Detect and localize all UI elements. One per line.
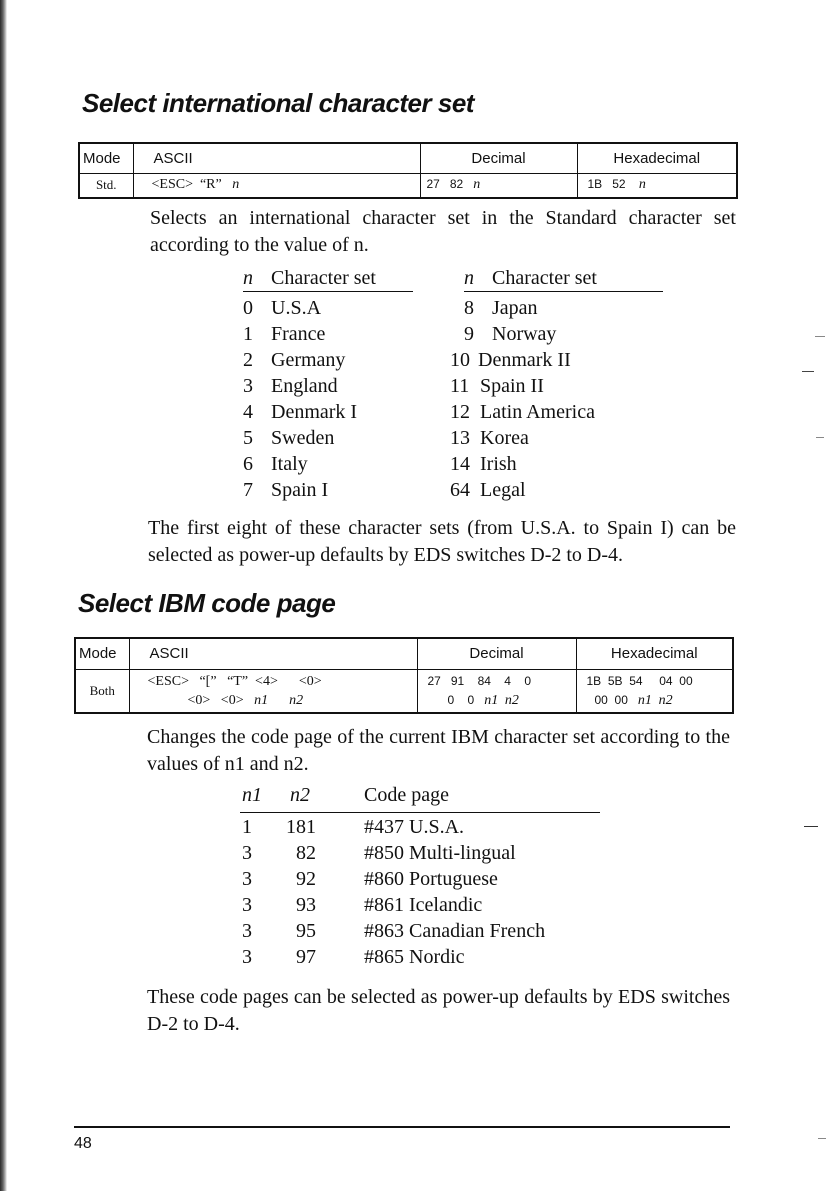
codepage-n2: 92: [296, 868, 316, 890]
charset-name: England: [271, 375, 338, 397]
codepage-n1: 3: [242, 868, 252, 890]
charset-name: Sweden: [271, 427, 335, 449]
hex-token: 1B: [586, 673, 602, 688]
charset-name: Spain I: [271, 479, 329, 501]
decimal-variable: n: [473, 177, 481, 193]
charset-n: 11: [450, 375, 470, 397]
ascii-token: <4>: [255, 673, 278, 689]
codepage-n1: 1: [242, 816, 252, 838]
description-text: Selects an international character set in the Standard character set according to the value of n.: [150, 207, 736, 256]
hex-token: 1B: [587, 177, 603, 192]
charset-name: Korea: [480, 427, 529, 449]
mode-cell: Both: [75, 669, 129, 713]
ascii-token: <0>: [220, 692, 244, 708]
hex-variable: n: [638, 177, 646, 193]
decimal-cell: [420, 173, 577, 198]
description-international-charset: [150, 205, 736, 259]
charset-name: Germany: [271, 349, 346, 371]
header-n-label: n: [464, 267, 474, 289]
charset-name: Japan: [492, 297, 538, 319]
scan-mark: [804, 826, 818, 827]
codepage-name: #861 Icelandic: [364, 894, 483, 916]
charset-name: Irish: [480, 453, 517, 475]
codepage-n2: 93: [296, 894, 316, 916]
charset-table: [243, 267, 663, 507]
scan-mark: [815, 336, 825, 337]
hex-token: 00: [594, 692, 608, 707]
charset-header-name: Character set: [492, 267, 597, 289]
ascii-cell: [129, 669, 417, 713]
command-row: [79, 173, 737, 198]
charset-n: 4: [243, 401, 253, 423]
ascii-token: <0>: [298, 673, 322, 689]
codepage-n1: 3: [242, 920, 252, 942]
hex-cell: [576, 669, 733, 713]
charset-header-right: [464, 267, 663, 292]
charset-name: France: [271, 323, 326, 345]
codepage-row: [240, 842, 600, 868]
header-code-page: Code page: [364, 784, 449, 806]
hex-token: 52: [612, 177, 626, 192]
codepage-row: [240, 946, 600, 972]
header-mode: Mode: [75, 638, 129, 669]
charset-n: 0: [243, 297, 253, 319]
ascii-token: “[”: [199, 673, 217, 689]
hex-line-2: [587, 691, 727, 710]
decimal-token: 91: [450, 673, 465, 688]
ascii-line-2: [148, 691, 411, 710]
codepage-n2: 97: [296, 946, 316, 968]
charset-name: Denmark II: [478, 349, 571, 371]
decimal-token: 27: [427, 673, 441, 688]
charset-name: Spain II: [480, 375, 544, 397]
codepage-row: [240, 894, 600, 920]
codepage-n1: 3: [242, 946, 252, 968]
hex-cell: [577, 173, 737, 198]
charset-header-left: [243, 267, 413, 292]
scan-mark: [816, 437, 824, 438]
header-decimal: Decimal: [417, 638, 576, 669]
header-ascii: ASCII: [129, 638, 417, 669]
decimal-token: 0: [467, 692, 475, 707]
footer-rule: [74, 1126, 730, 1128]
hex-variable: n2: [658, 692, 673, 708]
codepage-n1: 3: [242, 894, 252, 916]
ascii-variable: n1: [254, 692, 269, 708]
hex-token: 5B: [607, 673, 623, 688]
charset-n: 14: [450, 453, 470, 475]
note-international-charset: [148, 515, 736, 569]
note-text: The first eight of these character sets (from U.S.A. to Spain I) can be selected as power-up defaults by EDS switches D-2 to D-4.: [148, 517, 736, 566]
codepage-n2: 82: [296, 842, 316, 864]
decimal-variable: n2: [504, 692, 519, 708]
charset-n: 3: [243, 375, 253, 397]
header-hexadecimal: Hexadecimal: [576, 638, 733, 669]
charset-name: Denmark I: [271, 401, 358, 423]
command-table-header-row: [79, 143, 737, 173]
codepage-row: [240, 868, 600, 894]
ascii-line-1: [148, 672, 411, 691]
charset-n: 64: [450, 479, 470, 501]
header-n1: n1: [242, 784, 262, 806]
decimal-cell: [417, 669, 576, 713]
charset-n: 2: [243, 349, 253, 371]
command-table-ibm-code-page: [74, 637, 734, 714]
charset-header-name: Character set: [271, 267, 376, 289]
command-row: [75, 669, 733, 713]
codepage-row: [240, 816, 600, 842]
decimal-token: 0: [447, 692, 455, 707]
charset-header-n: [243, 267, 253, 290]
scan-edge: [0, 0, 7, 1191]
codepage-n2: 95: [296, 920, 316, 942]
note-text: These code pages can be selected as power-up defaults by EDS switches D-2 to D-4.: [147, 986, 730, 1035]
section-heading-international-charset: Select international character set: [82, 88, 474, 118]
codepage-table: [240, 784, 602, 974]
hex-token: 04: [659, 673, 673, 688]
decimal-variable: n1: [484, 692, 499, 708]
hex-token: 00: [614, 692, 628, 707]
charset-name: Legal: [480, 479, 526, 501]
codepage-header-row: [240, 784, 600, 813]
charset-n: 6: [243, 453, 253, 475]
description-ibm-code-page: [147, 724, 730, 778]
charset-n: 1: [243, 323, 253, 345]
hex-variable: n1: [637, 692, 652, 708]
page-number: 48: [74, 1135, 92, 1152]
charset-n: 12: [450, 401, 470, 423]
codepage-name: #850 Multi-lingual: [364, 842, 516, 864]
charset-name: Italy: [271, 453, 308, 475]
scan-mark: [818, 1138, 826, 1139]
header-hexadecimal: Hexadecimal: [577, 143, 737, 173]
decimal-token: 84: [477, 673, 491, 688]
ascii-cell: [133, 173, 420, 198]
hex-token: 54: [629, 673, 643, 688]
header-n2: n2: [290, 784, 310, 806]
ascii-token: “R”: [199, 177, 222, 193]
decimal-token: 27: [426, 177, 440, 192]
header-mode: Mode: [79, 143, 133, 173]
codepage-name: #863 Canadian French: [364, 920, 546, 942]
ascii-token: <0>: [187, 692, 211, 708]
mode-cell: Std.: [79, 173, 133, 198]
charset-n: 7: [243, 479, 253, 501]
decimal-token: 0: [524, 673, 531, 688]
charset-name: Norway: [492, 323, 557, 345]
charset-n: 8: [464, 297, 474, 319]
codepage-name: #860 Portuguese: [364, 868, 498, 890]
hex-token: 00: [679, 673, 693, 688]
header-decimal: Decimal: [420, 143, 577, 173]
ascii-variable: n: [232, 177, 240, 193]
charset-name: Latin America: [480, 401, 595, 423]
header-n-label: n: [243, 267, 253, 289]
codepage-name: #865 Nordic: [364, 946, 465, 968]
hex-line-1: [587, 672, 727, 691]
ascii-token: “T”: [227, 673, 249, 689]
charset-n: 9: [464, 323, 474, 345]
command-table-header-row: [75, 638, 733, 669]
decimal-line-1: [428, 672, 570, 691]
ascii-variable: n2: [289, 692, 304, 708]
scan-mark: [802, 371, 814, 372]
charset-name: U.S.A: [271, 297, 322, 319]
charset-header-n: [464, 267, 474, 290]
codepage-row: [240, 920, 600, 946]
codepage-n2: 181: [286, 816, 316, 838]
decimal-token: 82: [449, 177, 464, 192]
command-table-international-charset: [78, 142, 738, 199]
charset-n: 5: [243, 427, 253, 449]
ascii-token: <ESC>: [147, 673, 189, 689]
section-heading-ibm-code-page: Select IBM code page: [78, 588, 336, 618]
decimal-token: 4: [504, 673, 511, 688]
codepage-n1: 3: [242, 842, 252, 864]
charset-n: 13: [450, 427, 470, 449]
codepage-name: #437 U.S.A.: [364, 816, 465, 838]
description-text: Changes the code page of the current IBM character set according to the values of n1 and n2.: [147, 726, 730, 775]
note-ibm-code-page: [147, 984, 730, 1038]
charset-n: 10: [450, 349, 470, 371]
header-ascii: ASCII: [133, 143, 420, 173]
decimal-line-2: [428, 691, 570, 710]
ascii-token: <ESC>: [151, 177, 193, 193]
